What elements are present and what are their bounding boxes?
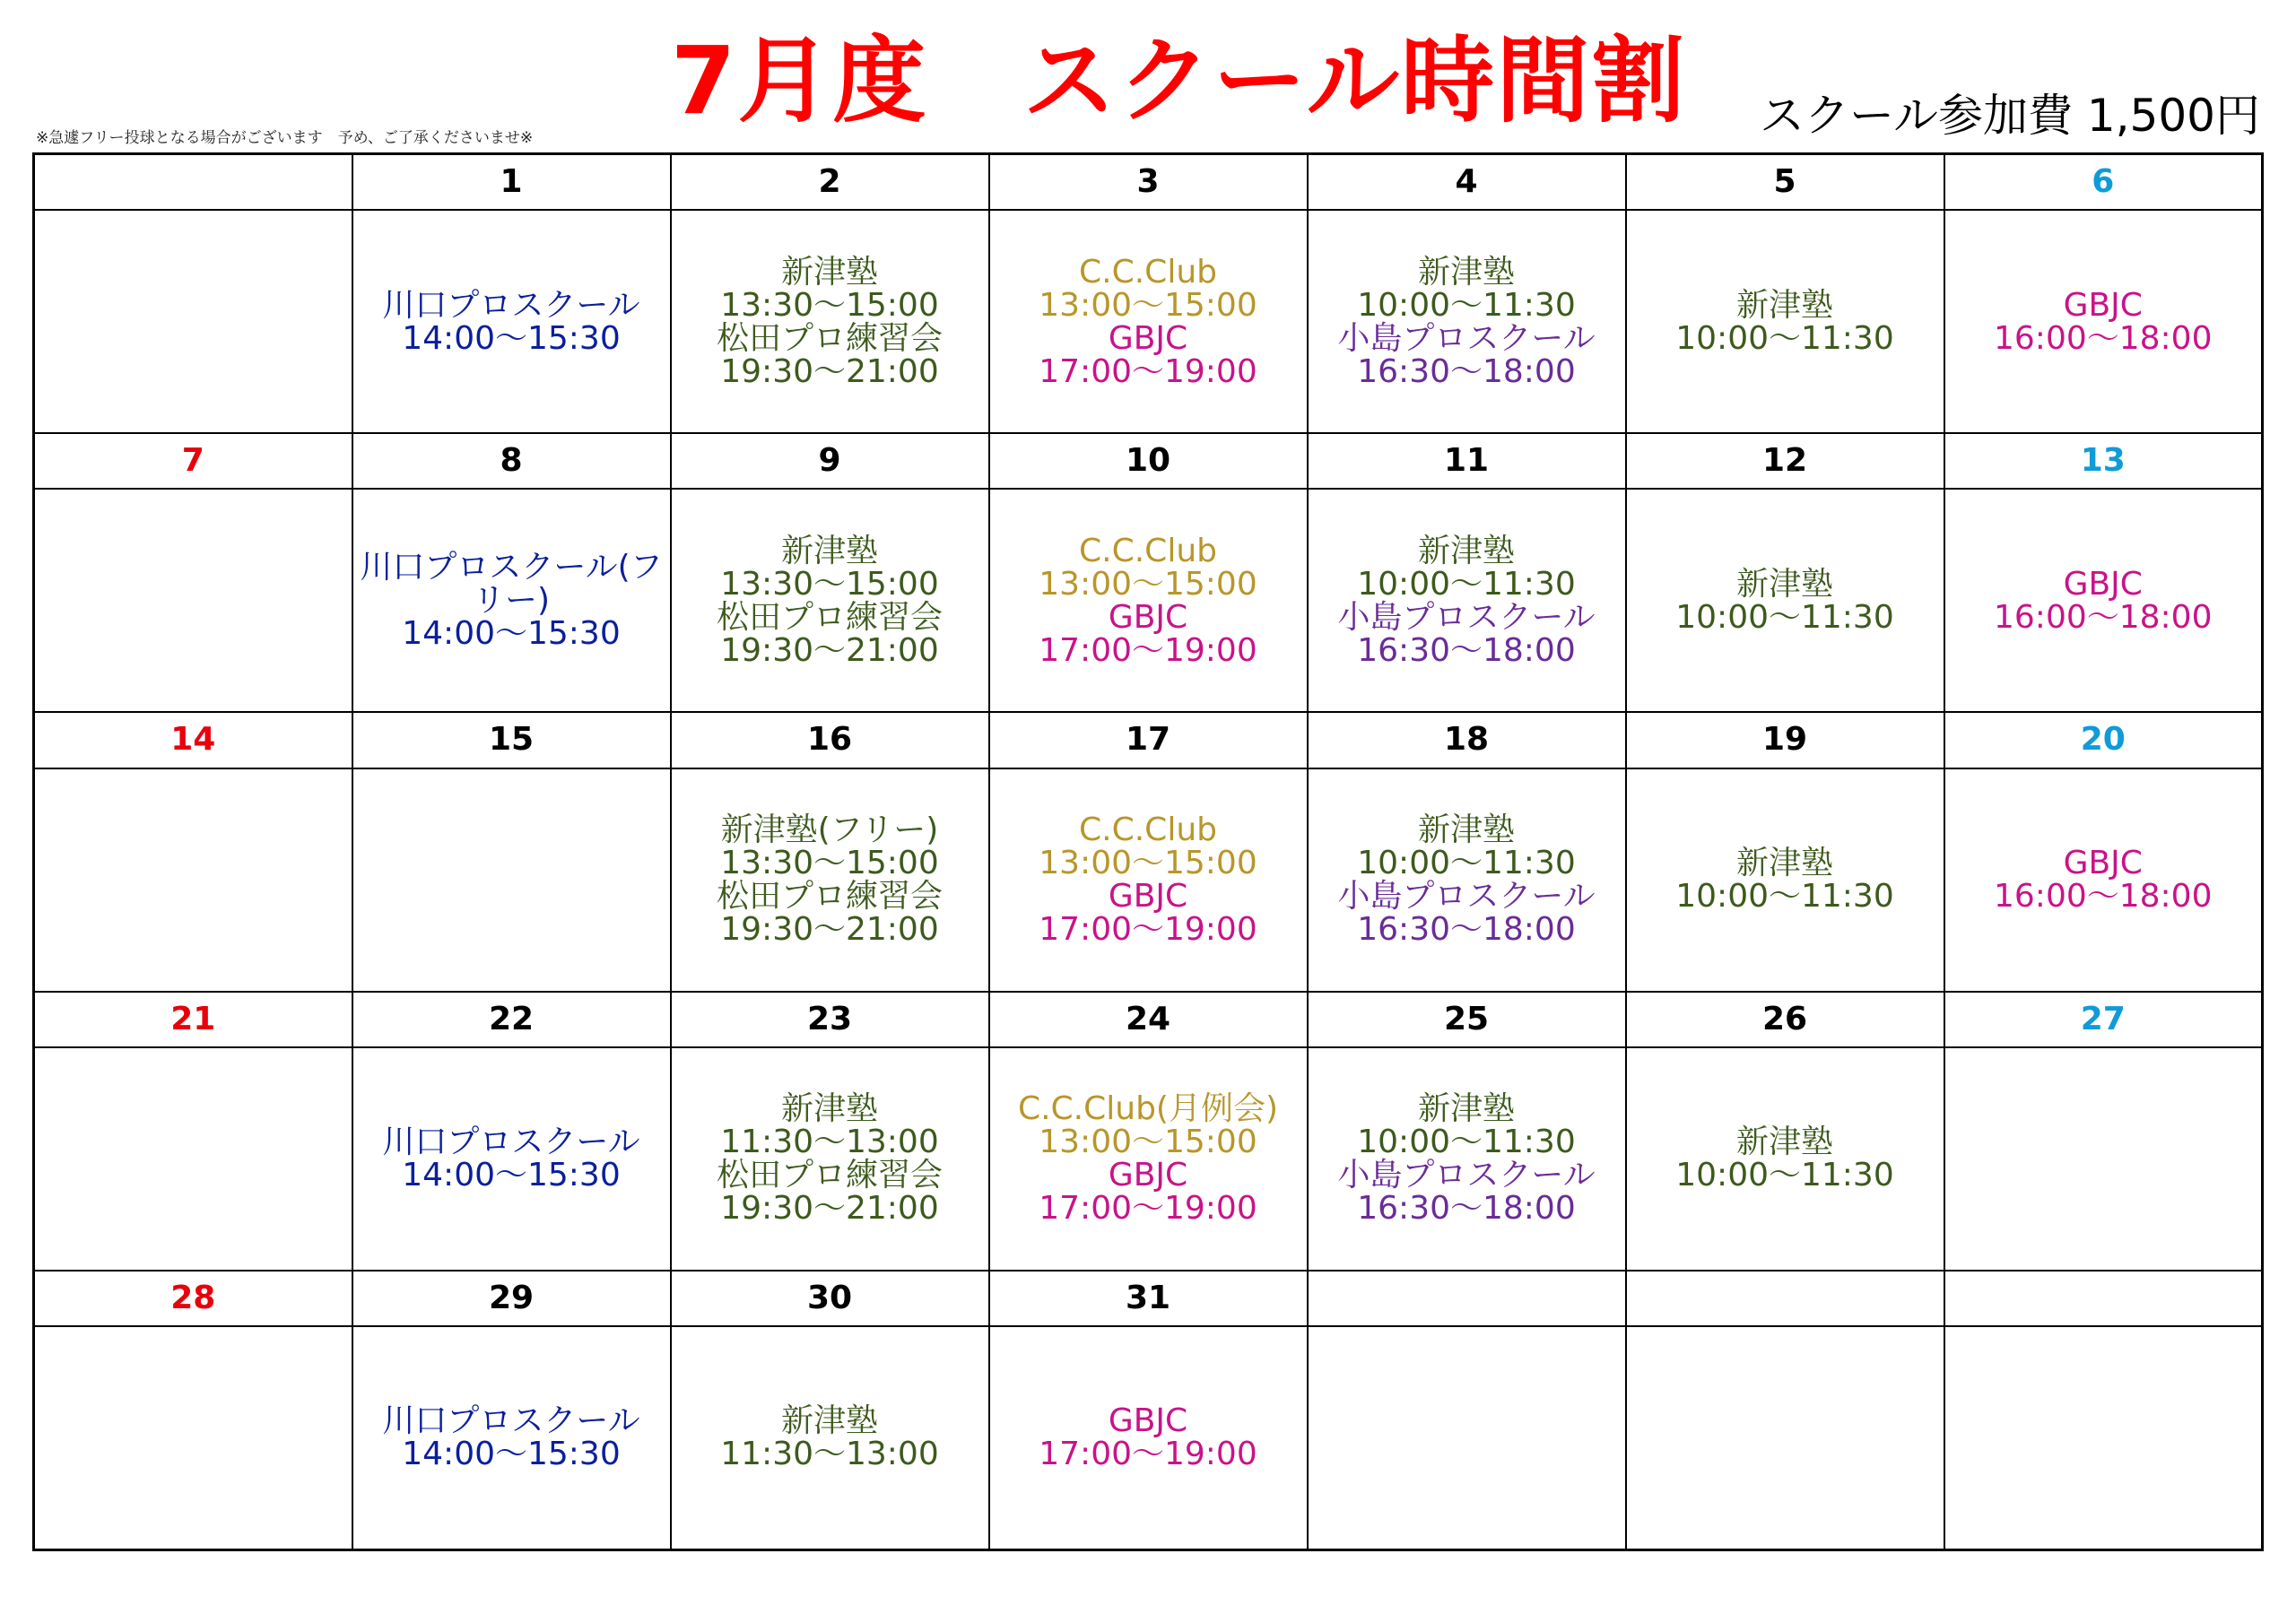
day-cell	[671, 1326, 989, 1550]
event-block	[1945, 286, 2262, 357]
day-number	[1944, 1271, 2263, 1326]
event-line: 新津塾	[1735, 845, 1833, 882]
calendar-body	[34, 154, 2263, 1550]
day-number: 19	[1626, 712, 1944, 768]
event-line: GBJC	[2063, 845, 2143, 882]
event-line: 川口プロスクール	[382, 1402, 640, 1440]
day-number	[1308, 1271, 1626, 1326]
event-line: C.C.Club	[1079, 812, 1217, 849]
event-line: 16:30～18:00	[1357, 631, 1576, 669]
event-line: 16:00～18:00	[1994, 319, 2213, 357]
day-number: 8	[352, 433, 671, 489]
event-line: C.C.Club(月例会)	[1017, 1090, 1279, 1128]
event-block	[1627, 1125, 1944, 1192]
day-cell	[352, 1326, 671, 1550]
event-line: 小島プロスクール	[1337, 319, 1596, 357]
event-line: 松田プロ練習会	[716, 878, 943, 916]
day-cell	[352, 768, 671, 992]
event-line: 13:00～15:00	[1039, 565, 1257, 603]
day-number: 1	[352, 154, 671, 211]
day-cell	[989, 210, 1308, 433]
notice-text: ※急遽フリー投球となる場合がございます 予め、ご了承くださいませ※	[36, 129, 534, 147]
day-number: 20	[1944, 712, 2263, 768]
day-cell	[1308, 1047, 1626, 1271]
event-block	[1309, 812, 1625, 949]
day-cell	[352, 489, 671, 712]
event-block	[353, 1404, 670, 1471]
event-block	[990, 812, 1307, 949]
day-cell	[1944, 489, 2263, 712]
week-event-row	[34, 1326, 2263, 1550]
event-line: 16:30～18:00	[1357, 1190, 1576, 1228]
event-line: 川口プロスクール	[382, 1124, 640, 1161]
event-line: リー)	[472, 582, 551, 620]
event-line: 新津塾	[780, 1402, 878, 1440]
event-line: 17:00～19:00	[1039, 631, 1257, 669]
day-cell	[34, 210, 352, 433]
day-number	[1626, 1271, 1944, 1326]
event-line: 17:00～19:00	[1039, 352, 1257, 390]
event-line: 17:00～19:00	[1039, 911, 1257, 949]
week-day-row	[34, 992, 2263, 1047]
event-block	[1945, 845, 2262, 916]
event-line: 小島プロスクール	[1337, 878, 1596, 916]
day-number: 13	[1944, 433, 2263, 489]
event-line: GBJC	[1108, 878, 1188, 916]
day-number: 14	[34, 712, 352, 768]
event-block	[1627, 845, 1944, 916]
day-cell	[989, 768, 1308, 992]
event-line: 小島プロスクール	[1337, 598, 1596, 636]
week-day-row	[34, 154, 2263, 211]
day-cell	[1308, 210, 1626, 433]
day-cell	[1626, 768, 1944, 992]
event-line: 13:30～15:00	[720, 565, 939, 603]
day-cell	[989, 1047, 1308, 1271]
day-number: 17	[989, 712, 1308, 768]
day-cell	[1944, 1047, 2263, 1271]
event-block	[990, 1090, 1307, 1228]
event-line: 新津塾	[1417, 253, 1515, 291]
event-block	[1945, 565, 2262, 636]
event-line: 10:00～11:30	[1675, 598, 1894, 636]
day-number: 18	[1308, 712, 1626, 768]
day-cell	[34, 1326, 352, 1550]
day-number: 29	[352, 1271, 671, 1326]
event-line: 19:30～21:00	[720, 352, 939, 390]
day-cell	[671, 210, 989, 433]
event-line: 新津塾	[1417, 1090, 1515, 1128]
day-cell	[1944, 1326, 2263, 1550]
event-block	[990, 534, 1307, 667]
event-line: 10:00～11:30	[1357, 286, 1576, 324]
event-line: GBJC	[2063, 286, 2143, 324]
event-line: 13:30～15:00	[720, 845, 939, 882]
day-number: 12	[1626, 433, 1944, 489]
event-line: 川口プロスクール(フ	[360, 549, 663, 586]
event-line: 19:30～21:00	[720, 631, 939, 669]
day-number: 7	[34, 433, 352, 489]
event-line: 新津塾(フリー)	[720, 812, 939, 849]
event-line: 新津塾	[780, 532, 878, 569]
week-day-row	[34, 433, 2263, 489]
day-number: 9	[671, 433, 989, 489]
day-cell	[989, 1326, 1308, 1550]
event-block	[353, 1125, 670, 1192]
event-block	[1627, 286, 1944, 357]
event-line: GBJC	[1108, 319, 1188, 357]
week-day-row	[34, 712, 2263, 768]
event-line: GBJC	[2063, 565, 2143, 603]
event-block	[1309, 1090, 1625, 1228]
day-cell	[671, 1047, 989, 1271]
day-number: 28	[34, 1271, 352, 1326]
day-cell	[34, 489, 352, 712]
event-line: 16:00～18:00	[1994, 878, 2213, 916]
week-event-row	[34, 210, 2263, 433]
day-cell	[34, 1047, 352, 1271]
day-number: 23	[671, 992, 989, 1047]
event-block	[672, 812, 988, 949]
event-block	[990, 253, 1307, 390]
event-line: 19:30～21:00	[720, 911, 939, 949]
event-line: 14:00～15:30	[402, 615, 621, 653]
week-event-row	[34, 1047, 2263, 1271]
event-block	[353, 286, 670, 357]
day-cell	[989, 489, 1308, 712]
week-day-row	[34, 1271, 2263, 1326]
event-line: 13:00～15:00	[1039, 286, 1257, 324]
day-number: 31	[989, 1271, 1308, 1326]
day-cell	[352, 210, 671, 433]
day-number: 6	[1944, 154, 2263, 211]
event-line: C.C.Club	[1079, 253, 1217, 291]
event-block	[672, 1090, 988, 1228]
event-line: 新津塾	[1735, 1124, 1833, 1161]
day-cell	[671, 489, 989, 712]
day-number: 30	[671, 1271, 989, 1326]
day-number: 27	[1944, 992, 2263, 1047]
fee-label: スクール参加費 1,500円	[1759, 90, 2260, 142]
day-cell	[1944, 768, 2263, 992]
event-line: 19:30～21:00	[720, 1190, 939, 1228]
day-number: 24	[989, 992, 1308, 1047]
day-number: 26	[1626, 992, 1944, 1047]
event-line: 11:30～13:00	[720, 1436, 939, 1473]
event-line: 17:00～19:00	[1039, 1436, 1257, 1473]
day-number	[34, 154, 352, 211]
week-event-row	[34, 768, 2263, 992]
event-line: 10:00～11:30	[1357, 565, 1576, 603]
day-number: 15	[352, 712, 671, 768]
event-line: GBJC	[1108, 1157, 1188, 1194]
event-line: 16:00～18:00	[1994, 598, 2213, 636]
event-block	[353, 549, 670, 653]
day-number: 3	[989, 154, 1308, 211]
event-line: 14:00～15:30	[402, 1436, 621, 1473]
page-title: 7月度 スクール時間割	[671, 26, 1687, 135]
event-line: 10:00～11:30	[1675, 878, 1894, 916]
day-cell	[1944, 210, 2263, 433]
event-line: 新津塾	[780, 1090, 878, 1128]
event-line: 小島プロスクール	[1337, 1157, 1596, 1194]
event-line: 川口プロスクール	[382, 286, 640, 324]
event-line: GBJC	[1108, 598, 1188, 636]
day-cell	[1626, 210, 1944, 433]
event-block	[1309, 253, 1625, 390]
week-event-row	[34, 489, 2263, 712]
event-line: 松田プロ練習会	[716, 1157, 943, 1194]
day-cell	[352, 1047, 671, 1271]
event-line: 17:00～19:00	[1039, 1190, 1257, 1228]
event-line: 11:30～13:00	[720, 1124, 939, 1161]
event-block	[1627, 565, 1944, 636]
day-cell	[1308, 489, 1626, 712]
event-line: 松田プロ練習会	[716, 319, 943, 357]
day-cell	[1626, 489, 1944, 712]
event-block	[672, 253, 988, 390]
event-line: 新津塾	[1417, 532, 1515, 569]
day-cell	[671, 768, 989, 992]
event-line: 新津塾	[1735, 565, 1833, 603]
event-block	[672, 1404, 988, 1471]
event-line: 13:30～15:00	[720, 286, 939, 324]
day-cell	[1626, 1326, 1944, 1550]
event-block	[990, 1404, 1307, 1471]
event-line: 14:00～15:30	[402, 319, 621, 357]
event-line: 新津塾	[1417, 812, 1515, 849]
event-line: 10:00～11:30	[1357, 1124, 1576, 1161]
event-line: 松田プロ練習会	[716, 598, 943, 636]
day-number: 25	[1308, 992, 1626, 1047]
event-line: 10:00～11:30	[1357, 845, 1576, 882]
day-number: 21	[34, 992, 352, 1047]
day-number: 22	[352, 992, 671, 1047]
event-block	[672, 534, 988, 667]
day-number: 10	[989, 433, 1308, 489]
day-number: 16	[671, 712, 989, 768]
event-line: 10:00～11:30	[1675, 1157, 1894, 1194]
day-number: 4	[1308, 154, 1626, 211]
event-line: 新津塾	[1735, 286, 1833, 324]
day-number: 11	[1308, 433, 1626, 489]
event-line: 13:00～15:00	[1039, 845, 1257, 882]
day-number: 2	[671, 154, 989, 211]
event-line: 10:00～11:30	[1675, 319, 1894, 357]
event-line: GBJC	[1108, 1402, 1188, 1440]
event-line: 13:00～15:00	[1039, 1124, 1257, 1161]
event-block	[1309, 534, 1625, 667]
event-line: 新津塾	[780, 253, 878, 291]
day-cell	[1308, 1326, 1626, 1550]
day-cell	[34, 768, 352, 992]
day-cell	[1626, 1047, 1944, 1271]
event-line: 14:00～15:30	[402, 1157, 621, 1194]
day-number: 5	[1626, 154, 1944, 211]
event-line: C.C.Club	[1079, 532, 1217, 569]
event-line: 16:30～18:00	[1357, 352, 1576, 390]
day-cell	[1308, 768, 1626, 992]
schedule-calendar	[32, 152, 2264, 1551]
event-line: 16:30～18:00	[1357, 911, 1576, 949]
